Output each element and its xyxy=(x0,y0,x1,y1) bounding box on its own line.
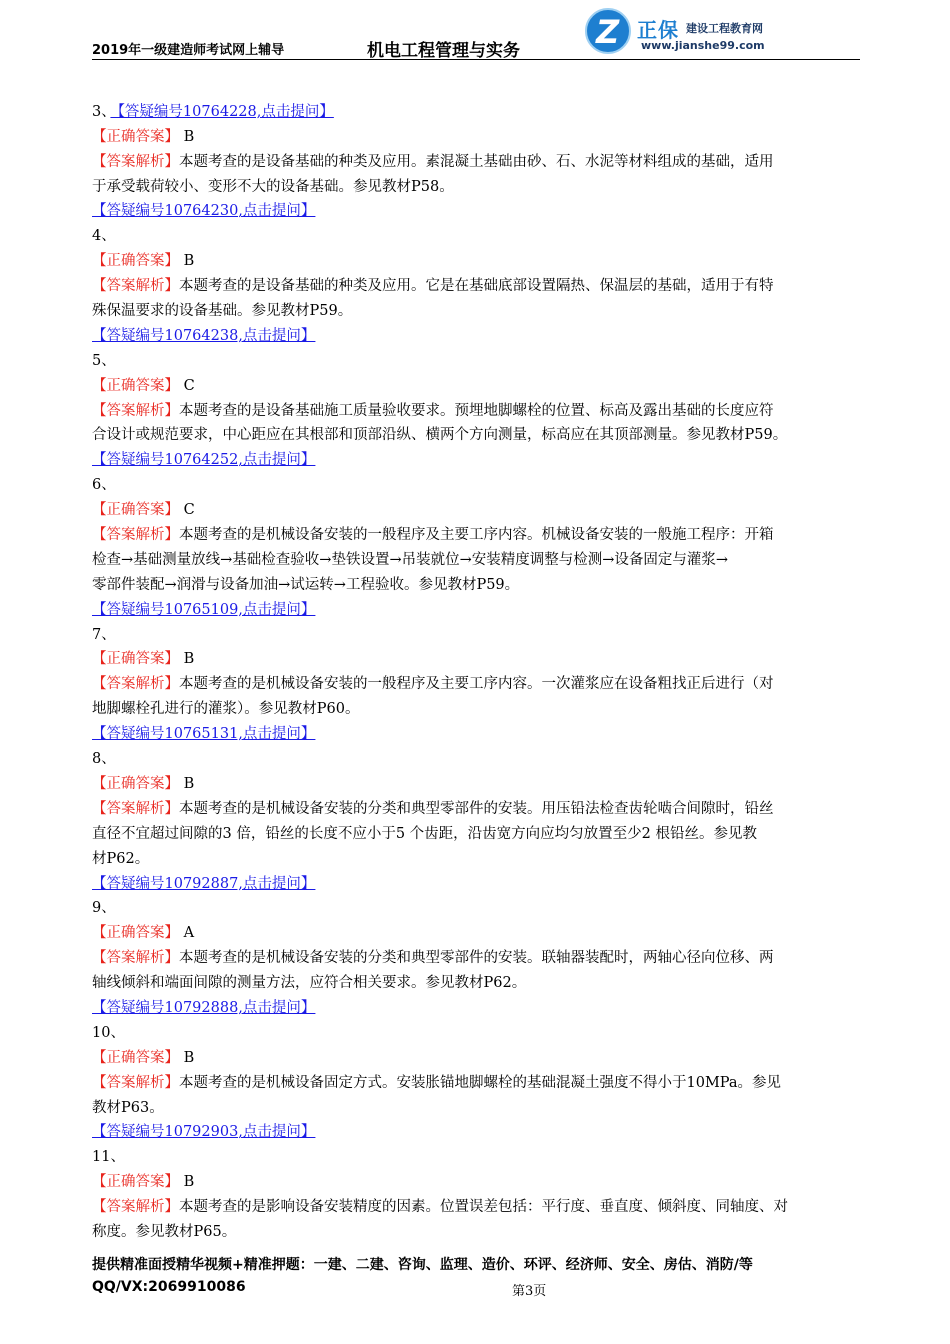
analysis-text: 检查→基础测量放线→基础检查验收→垫铁设置→吊装就位→安装精度调整与检测→设备固定与灌浆→ xyxy=(92,551,729,568)
analysis-text: 本题考查的是影响设备安装精度的因素。位置误差包括：平行度、垂直度、倾斜度、同轴度、对 xyxy=(179,1199,788,1216)
question-link-row[interactable] xyxy=(92,1120,860,1145)
analysis-line xyxy=(92,274,860,299)
analysis-line xyxy=(92,946,860,971)
question-number: 8、 xyxy=(92,751,116,768)
question-link[interactable]: 【答疑编号10764252,点击提问】 xyxy=(92,452,316,469)
analysis-label: 【答案解析】 xyxy=(92,278,179,295)
answer-content xyxy=(92,75,860,1245)
page-header xyxy=(92,0,860,62)
correct-answer-value: B xyxy=(183,651,195,668)
correct-answer-value: B xyxy=(183,128,195,145)
analysis-label: 【答案解析】 xyxy=(92,1199,179,1216)
question-link[interactable]: 【答疑编号10792888,点击提问】 xyxy=(92,999,316,1016)
question-link-top[interactable] xyxy=(92,75,860,120)
header-course-title: 2019年一级建造师考试网上辅导 xyxy=(92,43,285,58)
question-link-row[interactable] xyxy=(92,448,860,473)
analysis-line xyxy=(92,573,860,598)
question-number: 3、 xyxy=(92,103,116,120)
question-link[interactable]: 【答疑编号10792903,点击提问】 xyxy=(92,1124,316,1141)
analysis-line xyxy=(92,697,860,722)
analysis-line xyxy=(92,299,860,324)
analysis-line xyxy=(92,548,860,573)
analysis-line xyxy=(92,175,860,200)
question-link-row[interactable] xyxy=(92,996,860,1021)
correct-answer-label: 【正确答案】 xyxy=(92,651,179,668)
correct-answer-label: 【正确答案】 xyxy=(92,377,179,394)
analysis-line xyxy=(92,1220,860,1245)
correct-answer-value: C xyxy=(183,377,195,394)
correct-answer-row xyxy=(92,125,860,150)
analysis-line xyxy=(92,847,860,872)
analysis-text: 本题考查的是机械设备安装的一般程序及主要工序内容。一次灌浆应在设备粗找正后进行（对 xyxy=(179,676,774,693)
logo-emblem-icon: Z xyxy=(585,8,631,54)
question-link[interactable]: 【答疑编号10764230,点击提问】 xyxy=(92,203,316,220)
analysis-line xyxy=(92,971,860,996)
question-link[interactable]: 【答疑编号10764228,点击提问】 xyxy=(110,103,334,120)
analysis-line xyxy=(92,399,860,424)
question-link[interactable]: 【答疑编号10764238,点击提问】 xyxy=(92,327,316,344)
analysis-text: 合设计或规范要求，中心距应在其根部和顶部沿纵、横两个方向测量，标高应在其顶部测量。参见教材P59。 xyxy=(92,427,788,444)
analysis-text: 直径不宜超过间隙的3 倍，铅丝的长度不应小于5 个齿距，沿齿宽方向应均匀放置至少2 根铅丝。参见教 xyxy=(92,825,757,842)
correct-answer-value: C xyxy=(183,502,195,519)
analysis-text: 于承受载荷较小、变形不大的设备基础。参见教材P58。 xyxy=(92,178,454,195)
correct-answer-label: 【正确答案】 xyxy=(92,502,179,519)
correct-answer-label: 【正确答案】 xyxy=(92,925,179,942)
analysis-text: 本题考查的是机械设备安装的一般程序及主要工序内容。机械设备安装的一般施工程序：开箱 xyxy=(179,527,774,544)
analysis-line xyxy=(92,1096,860,1121)
analysis-label: 【答案解析】 xyxy=(92,153,179,170)
correct-answer-row xyxy=(92,374,860,399)
analysis-line xyxy=(92,1071,860,1096)
analysis-label: 【答案解析】 xyxy=(92,527,179,544)
question-number: 7、 xyxy=(92,626,116,643)
question-link-row[interactable] xyxy=(92,722,860,747)
analysis-line xyxy=(92,672,860,697)
logo-tagline: 建设工程教育网 xyxy=(686,22,763,35)
correct-answer-row xyxy=(92,498,860,523)
analysis-label: 【答案解析】 xyxy=(92,800,179,817)
correct-answer-row xyxy=(92,1170,860,1195)
page-number: 第3页 xyxy=(512,1284,547,1299)
correct-answer-value: B xyxy=(183,775,195,792)
question-link-row[interactable] xyxy=(92,324,860,349)
analysis-label: 【答案解析】 xyxy=(92,1074,179,1091)
correct-answer-row xyxy=(92,921,860,946)
analysis-text: 本题考查的是机械设备安装的分类和典型零部件的安装。联轴器装配时，两轴心径向位移、两 xyxy=(179,950,774,967)
analysis-text: 本题考查的是设备基础的种类及应用。它是在基础底部设置隔热、保温层的基础，适用于有特 xyxy=(179,278,774,295)
analysis-text: 教材P63。 xyxy=(92,1099,164,1116)
question-link-row[interactable] xyxy=(92,199,860,224)
analysis-text: 材P62。 xyxy=(92,850,150,867)
correct-answer-label: 【正确答案】 xyxy=(92,1174,179,1191)
question-link[interactable]: 【答疑编号10765131,点击提问】 xyxy=(92,726,316,743)
analysis-line xyxy=(92,822,860,847)
question-link-row[interactable] xyxy=(92,598,860,623)
correct-answer-row xyxy=(92,1046,860,1071)
analysis-line xyxy=(92,1195,860,1220)
analysis-line xyxy=(92,523,860,548)
question-number: 11、 xyxy=(92,1149,125,1166)
correct-answer-value: B xyxy=(183,1049,195,1066)
logo-url: www.jianshe99.com xyxy=(641,39,765,52)
analysis-text: 本题考查的是设备基础的种类及应用。素混凝土基础由砂、石、水泥等材料组成的基础，适用 xyxy=(179,153,774,170)
correct-answer-label: 【正确答案】 xyxy=(92,775,179,792)
correct-answer-value: A xyxy=(183,925,195,942)
analysis-label: 【答案解析】 xyxy=(92,676,179,693)
analysis-label: 【答案解析】 xyxy=(92,950,179,967)
question-number: 6、 xyxy=(92,477,116,494)
question-link-row[interactable] xyxy=(92,872,860,897)
correct-answer-value: B xyxy=(183,253,195,270)
header-divider xyxy=(92,59,860,60)
correct-answer-label: 【正确答案】 xyxy=(92,128,179,145)
footer-promo: 提供精准面授精华视频+精准押题：一建、二建、咨询、监理、造价、环评、经济师、安全、房估、消防/等 xyxy=(92,1257,753,1273)
question-link[interactable]: 【答疑编号10792887,点击提问】 xyxy=(92,875,316,892)
logo-name: 正保 xyxy=(637,18,679,42)
footer-contact: QQ/VX:2069910086 xyxy=(92,1279,246,1295)
header-subject-title: 机电工程管理与实务 xyxy=(367,41,520,61)
analysis-text: 称度。参见教材P65。 xyxy=(92,1223,237,1240)
analysis-line xyxy=(92,423,860,448)
analysis-text: 本题考查的是设备基础施工质量验收要求。预埋地脚螺栓的位置、标高及露出基础的长度应符 xyxy=(179,402,774,419)
question-number: 5、 xyxy=(92,352,116,369)
question-link[interactable]: 【答疑编号10765109,点击提问】 xyxy=(92,601,316,618)
analysis-text: 本题考查的是机械设备固定方式。安装胀锚地脚螺栓的基础混凝土强度不得小于10MPa。参见 xyxy=(179,1074,782,1091)
correct-answer-row xyxy=(92,249,860,274)
correct-answer-value: B xyxy=(183,1174,195,1191)
analysis-text: 零部件装配→润滑与设备加油→试运转→工程验收。参见教材P59。 xyxy=(92,576,520,593)
analysis-line xyxy=(92,797,860,822)
question-number: 10、 xyxy=(92,1024,125,1041)
correct-answer-row xyxy=(92,772,860,797)
brand-logo[interactable] xyxy=(585,8,855,56)
analysis-text: 地脚螺栓孔进行的灌浆）。参见教材P60。 xyxy=(92,701,360,718)
analysis-line xyxy=(92,150,860,175)
analysis-label: 【答案解析】 xyxy=(92,402,179,419)
analysis-text: 殊保温要求的设备基础。参见教材P59。 xyxy=(92,303,353,320)
correct-answer-row xyxy=(92,647,860,672)
correct-answer-label: 【正确答案】 xyxy=(92,1049,179,1066)
question-number: 9、 xyxy=(92,900,116,917)
analysis-text: 本题考查的是机械设备安装的分类和典型零部件的安装。用压铅法检查齿轮啮合间隙时，铅丝 xyxy=(179,800,774,817)
question-number: 4、 xyxy=(92,228,116,245)
correct-answer-label: 【正确答案】 xyxy=(92,253,179,270)
analysis-text: 轴线倾斜和端面间隙的测量方法，应符合相关要求。参见教材P62。 xyxy=(92,975,527,992)
